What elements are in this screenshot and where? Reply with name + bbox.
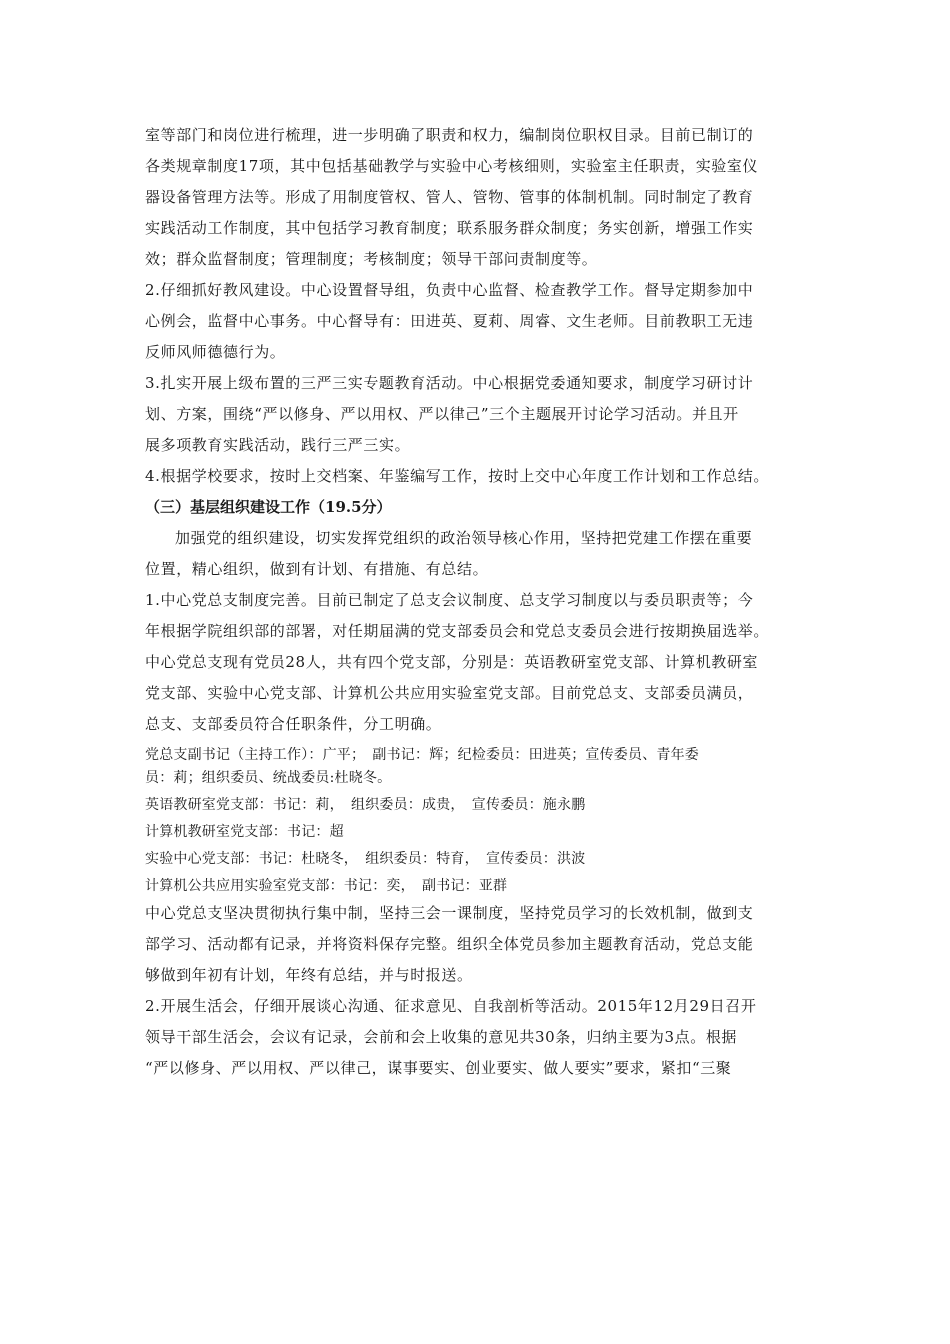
text-line: 实践活动工作制度，其中包括学习教育制度；联系服务群众制度；务实创新，增强工作实	[145, 219, 754, 237]
text-line: 各类规章制度17项，其中包括基础教学与实验中心考核细则，实验室主任职责，实验室仪	[145, 157, 759, 175]
text-line: 中心党总支坚决贯彻执行集中制，坚持三会一课制度，坚持党员学习的长效机制，做到支	[145, 904, 754, 922]
text-line: 总支、支部委员符合任职条件，分工明确。	[145, 715, 442, 733]
roster-line: 计算机公共应用实验室党支部：书记：奕， 副书记：亚群	[145, 878, 508, 894]
roster-line: 英语教研室党支部：书记：莉， 组织委员：成贵， 宣传委员：施永鹏	[145, 797, 586, 813]
text-line: 位置，精心组织，做到有计划、有措施、有总结。	[145, 560, 489, 578]
text-line: 4.根据学校要求，按时上交档案、年鉴编写工作，按时上交中心年度工作计划和工作总结。	[145, 467, 769, 485]
text-line: 3.扎实开展上级布置的三严三实专题教育活动。中心根据党委通知要求，制度学习研讨计	[145, 374, 754, 392]
text-line: 心例会，监督中心事务。中心督导有：田进英、夏莉、周睿、文生老师。目前教职工无违	[145, 312, 754, 330]
roster-line: 实验中心党支部：书记：杜晓冬， 组织委员：特育， 宣传委员：洪波	[145, 851, 586, 867]
roster-line: 党总支副书记（主持工作）：广平； 副书记：辉；纪检委员：田进英；宣传委员、青年委	[145, 747, 699, 763]
text-line: 反师风师德德行为。	[145, 343, 286, 361]
body-text	[145, 120, 810, 1084]
text-line: 2.仔细抓好教风建设。中心设置督导组，负责中心监督、检查教学工作。督导定期参加中	[145, 281, 754, 299]
text-line: 1.中心党总支制度完善。目前已制定了总支会议制度、总支学习制度以与委员职责等；今	[145, 591, 754, 609]
roster-line: 计算机教研室党支部：书记：超	[145, 824, 344, 840]
roster-line: 员：莉；组织委员、统战委员:杜晓冬。	[145, 770, 392, 786]
text-line: 中心党总支现有党员28人，共有四个党支部，分别是：英语教研室党支部、计算机教研室	[145, 653, 759, 671]
text-line: 展多项教育实践活动，践行三严三实。	[145, 436, 411, 454]
text-line: 够做到年初有计划，年终有总结，并与时报送。	[145, 966, 473, 984]
text-line: 划、方案，围绕“严以修身、严以用权、严以律己”三个主题展开讨论学习活动。并且开	[145, 405, 739, 423]
text-line: 加强党的组织建设，切实发挥党组织的政治领导核心作用，坚持把党建工作摆在重要	[175, 529, 753, 547]
text-line: 器设备管理方法等。形成了用制度管权、管人、管物、管事的体制机制。同时制定了教育	[145, 188, 754, 206]
text-line: 室等部门和岗位进行梳理，进一步明确了职责和权力，编制岗位职权目录。目前已制订的	[145, 126, 754, 144]
text-line: 年根据学院组织部的部署，对任期届满的党支部委员会和党总支委员会进行按期换届选举。	[145, 622, 770, 640]
section-heading: （三）基层组织建设工作（19.5分）	[145, 498, 392, 516]
text-line: 2.开展生活会，仔细开展谈心沟通、征求意见、自我剖析等活动。2015年12月29日召开	[145, 997, 757, 1015]
text-line: 效；群众监督制度；管理制度；考核制度；领导干部问责制度等。	[145, 250, 598, 268]
text-line: 部学习、活动都有记录，并将资料保存完整。组织全体党员参加主题教育活动，党总支能	[145, 935, 754, 953]
text-line: 党支部、实验中心党支部、计算机公共应用实验室党支部。目前党总支、支部委员满员，	[145, 684, 754, 702]
text-line: 领导干部生活会，会议有记录，会前和会上收集的意见共30条，归纳主要为3点。根据	[145, 1028, 738, 1046]
text-line: “严以修身、严以用权、严以律己，谋事要实、创业要实、做人要实”要求，紧扣“三聚	[145, 1059, 732, 1077]
